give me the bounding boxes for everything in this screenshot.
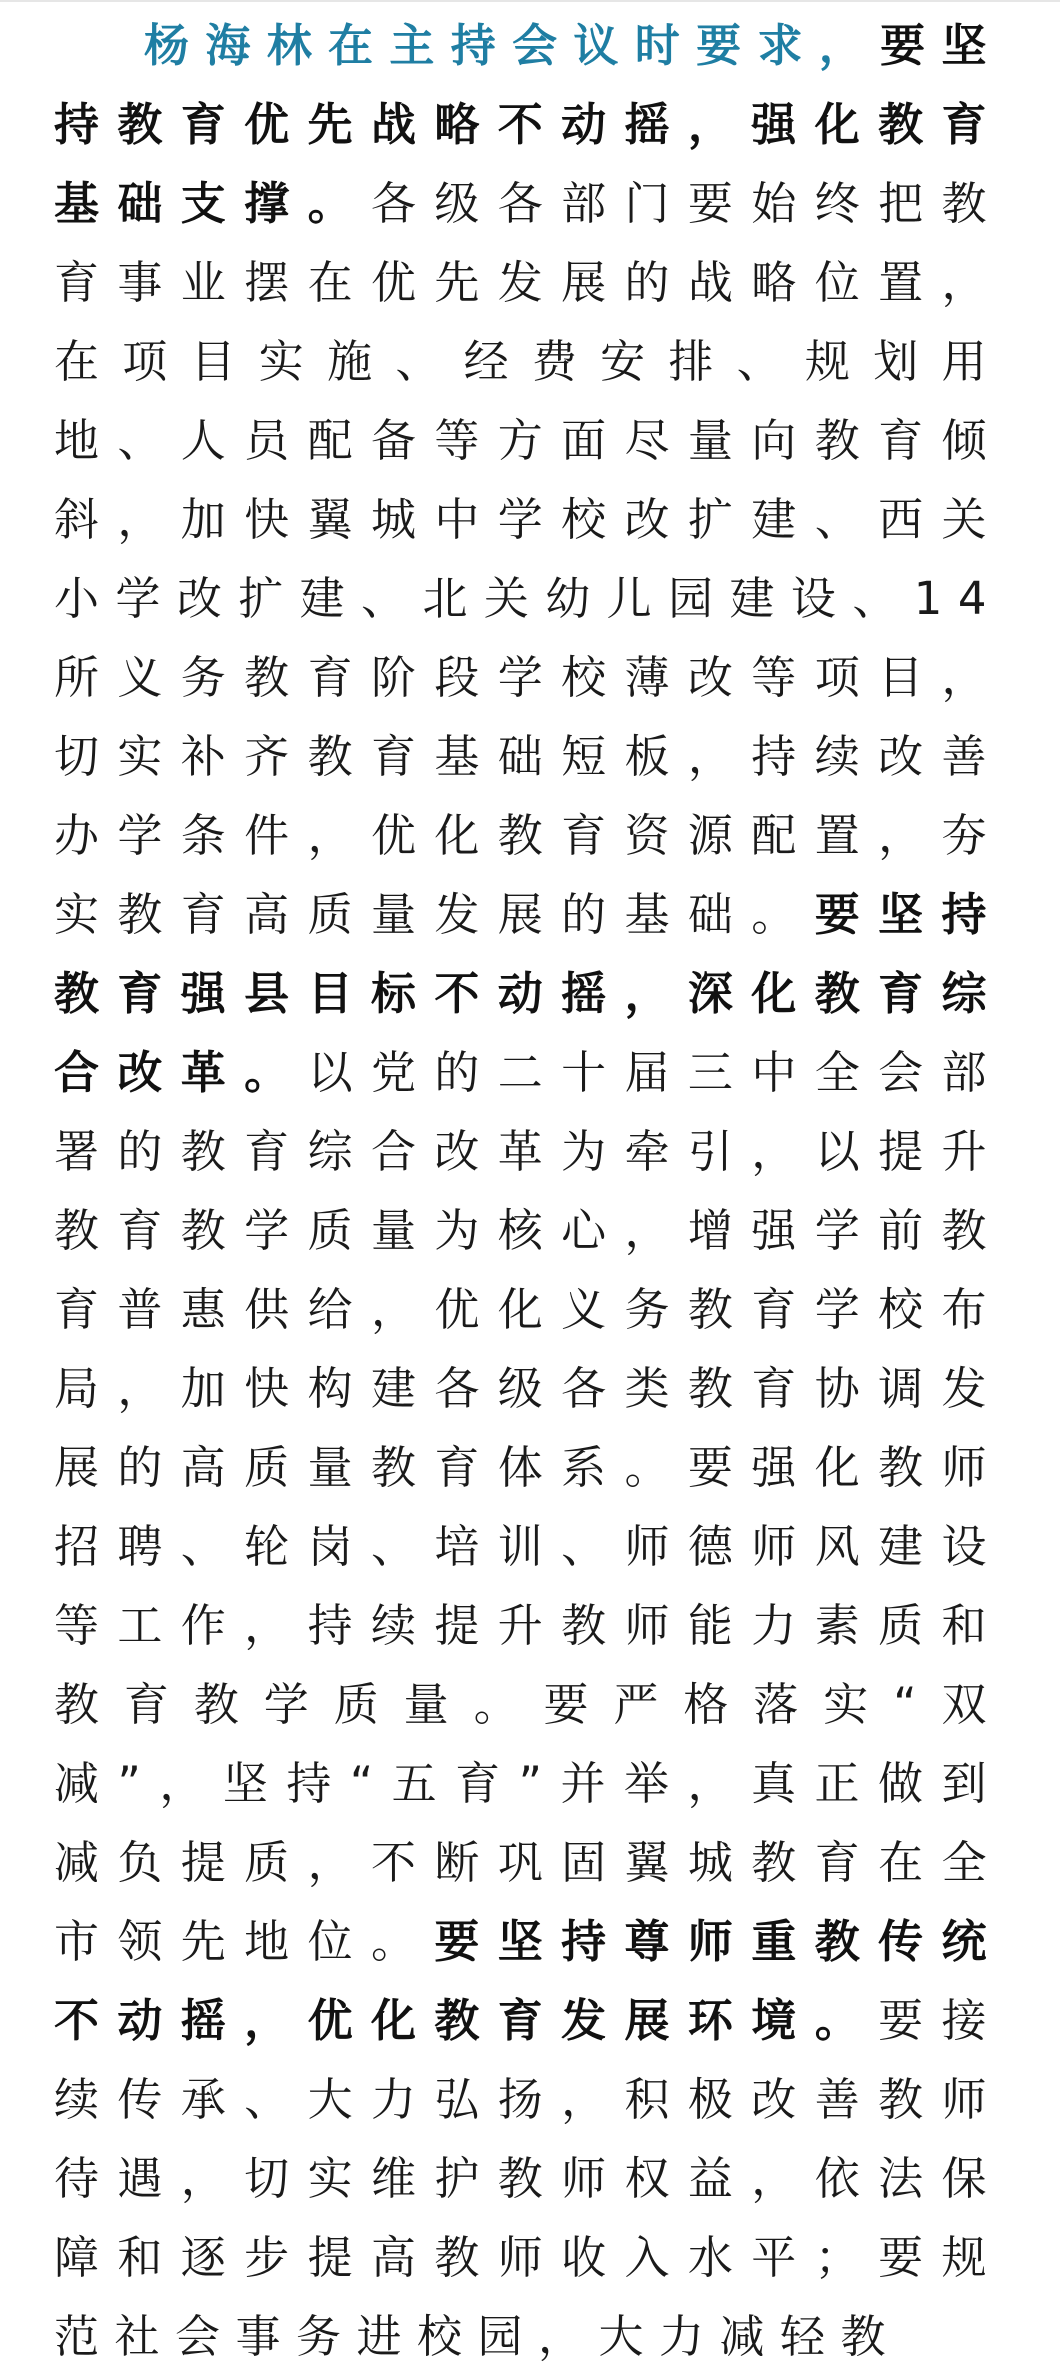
- key-point-heading: 要坚持教育优先战略不动摇，强化教育基础支撑。: [54, 19, 1002, 230]
- body-text: 要接续传承、大力弘扬，积极改善教师待遇，切实维护教师权益，依法保障和逐步提高教师收入水平；要规范社会事务进校园，大力减轻教: [54, 1994, 1002, 2363]
- top-divider: [0, 0, 1060, 2]
- key-point-heading: 要坚持尊师重教传统不动摇，优化教育发展环境。: [54, 1915, 1002, 2047]
- speaker-intro: 杨海林在主持会议时要求，: [144, 19, 881, 72]
- body-text: 各级各部门要始终把教育事业摆在优先发展的战略位置，在项目实施、经费安排、规划用地、人员配备等方面尽量向教育倾斜，加快翼城中学校改扩建、西关小学改扩建、北关幼儿园建设、14所义务教育阶段学校薄改等项目，切实补齐教育基础短板，持续改善办学条件，优化教育资源配置，夯实教育高质量发展的基础。: [54, 177, 1002, 941]
- body-text: 以党的二十届三中全会部署的教育综合改革为牵引，以提升教育教学质量为核心，增强学前教育普惠供给，优化义务教育学校布局，加快构建各级各类教育协调发展的高质量教育体系。要强化教师招聘、轮岗、培训、师德师风建设等工作，持续提升教师能力素质和教育教学质量。要严格落实“双减”，坚持“五育”并举，真正做到减负提质，不断巩固翼城教育在全市领先地位。: [54, 1046, 1002, 1968]
- key-point-heading: 要坚持教育强县目标不动摇，深化教育综合改革。: [54, 888, 1002, 1099]
- article-paragraph: [54, 6, 1002, 2376]
